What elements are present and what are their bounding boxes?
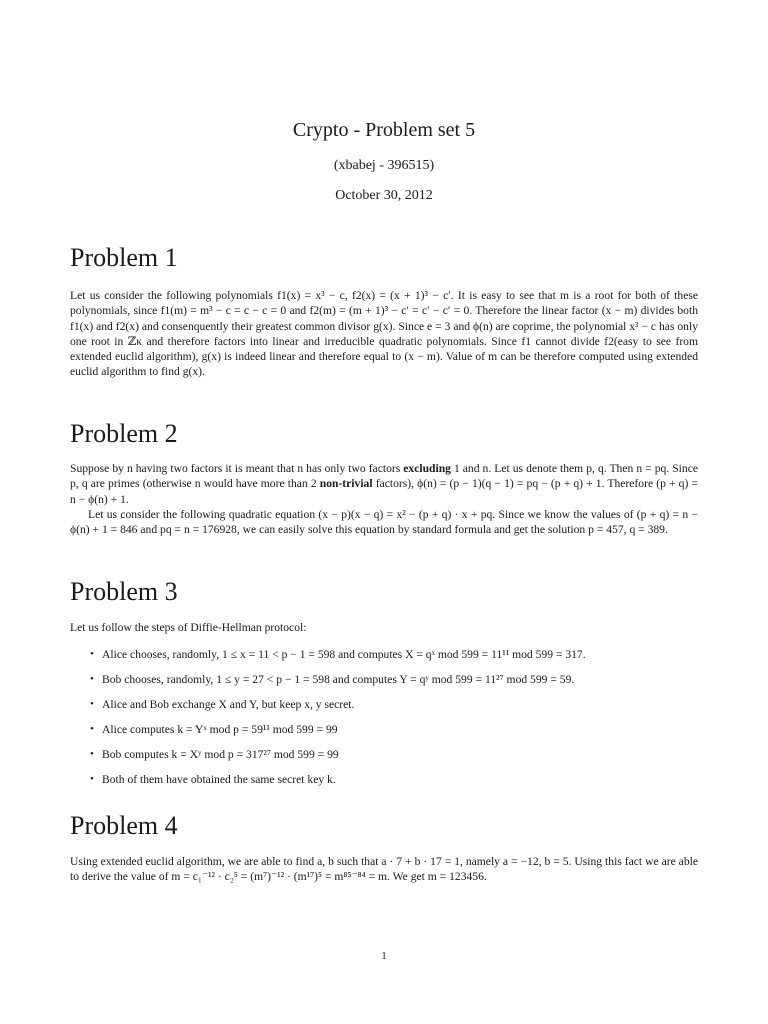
bullet-icon: • (90, 698, 94, 711)
list-item (70, 672, 698, 687)
problem-4-section (70, 810, 698, 885)
list-item (70, 647, 698, 662)
problem-4-paragraph: Using extended euclid algorithm, we are able to find a, b such that a · 7 + b · 17 = 1, namely a = −12, b = 5. Using this fact we are able to derive the value of m = c₁⁻¹² · c₂⁵ = (m⁷)⁻¹² · (m¹⁷)⁵ = m⁸⁵⁻⁸⁴ = m. We get m = 123456. (70, 855, 698, 884)
list-item (70, 772, 698, 787)
problem-3-heading: Problem 3 (70, 577, 178, 606)
list-item-text: Bob chooses, randomly, 1 ≤ y = 27 < p − 1 = 598 and computes Y = qʸ mod 599 = 11²⁷ mod 599 = 59. (102, 673, 575, 687)
problem-2-paragraph-1 (70, 461, 698, 507)
problem-3-intro: Let us follow the steps of Diffie-Hellman protocol: (70, 621, 307, 634)
bullet-icon: • (90, 773, 94, 786)
problem-1-section (70, 242, 698, 380)
problem-2-text-a: Suppose by n having two factors it is meant that n has only two factors (70, 462, 404, 475)
list-item (70, 697, 698, 712)
list-item-text: Both of them have obtained the same secret key k. (102, 773, 336, 787)
problem-2-heading: Problem 2 (70, 419, 178, 448)
problem-2-bold-nontrivial: non-trivial (319, 477, 373, 491)
document-author: (xbabej - 396515) (333, 158, 435, 173)
list-item-text: Alice and Bob exchange X and Y, but keep x, y secret. (102, 698, 355, 712)
problem-1-heading: Problem 1 (70, 243, 178, 272)
bullet-icon: • (90, 748, 94, 761)
bullet-icon: • (90, 723, 94, 736)
list-item-text: Alice chooses, randomly, 1 ≤ x = 11 < p − 1 = 598 and computes X = qˣ mod 599 = 11¹¹ mod 599 = 317. (102, 648, 586, 662)
document-date: October 30, 2012 (335, 188, 433, 203)
list-item (70, 722, 698, 737)
problem-1-paragraph: Let us consider the following polynomials f1(x) = x³ − c, f2(x) = (x + 1)³ − c′. It is easy to see that m is a root for both of these polynomials, since f1(m) = m³ − c = c − c = 0 and f2(m) = (m + 1)³ − c′ = c′ − c′ = 0. Therefore the linear factor (x − m) divides both f1(x) and f2(x) and consenquently their greatest common divisor g(x). Since e = 3 and ϕ(n) are coprime, the polynomial x³ − c has only one root in ℤκ and therefore factors into linear and irreducible quadratic polynomials. Since f1 cannot divide f2(easy to see from extended euclid algorithm), g(x) is indeed linear and therefore equal to (x − m). Value of m can be therefore computed using extended euclid algorithm to find g(x). (70, 289, 698, 379)
problem-4-heading: Problem 4 (70, 811, 178, 840)
bullet-icon: • (90, 648, 94, 661)
list-item (70, 747, 698, 762)
problem-3-steps-list (70, 647, 698, 787)
list-item-text: Alice computes k = Yˣ mod p = 59¹¹ mod 599 = 99 (102, 723, 338, 737)
page-number: 1 (381, 950, 387, 962)
problem-2-text-b: 1 and n. Let us denote them p, q. Then n = pq. Since p, q are primes (otherwise n would have more than 2 (70, 462, 698, 491)
problem-3-section (70, 576, 698, 797)
problem-2-text-c: factors), ϕ(n) = (p − 1)(q − 1) = pq − (p + q) + 1. Therefore (p + q) = n − ϕ(n) + 1. (70, 477, 698, 506)
bullet-icon: • (90, 673, 94, 686)
problem-2-bold-excluding: excluding (403, 462, 451, 475)
problem-2-section (70, 418, 698, 537)
list-item-text: Bob computes k = Xʸ mod p = 317²⁷ mod 599 = 99 (102, 748, 339, 762)
problem-2-paragraph-2: Let us consider the following quadratic equation (x − p)(x − q) = x² − (p + q) · x + pq. Since we know the values of (p + q) = n − ϕ(n) + 1 = 846 and pq = n = 176928, we can easily solve this equation by standard formula and get the solution p = 457, q = 389. (70, 507, 698, 537)
document-title: Crypto - Problem set 5 (292, 119, 476, 141)
